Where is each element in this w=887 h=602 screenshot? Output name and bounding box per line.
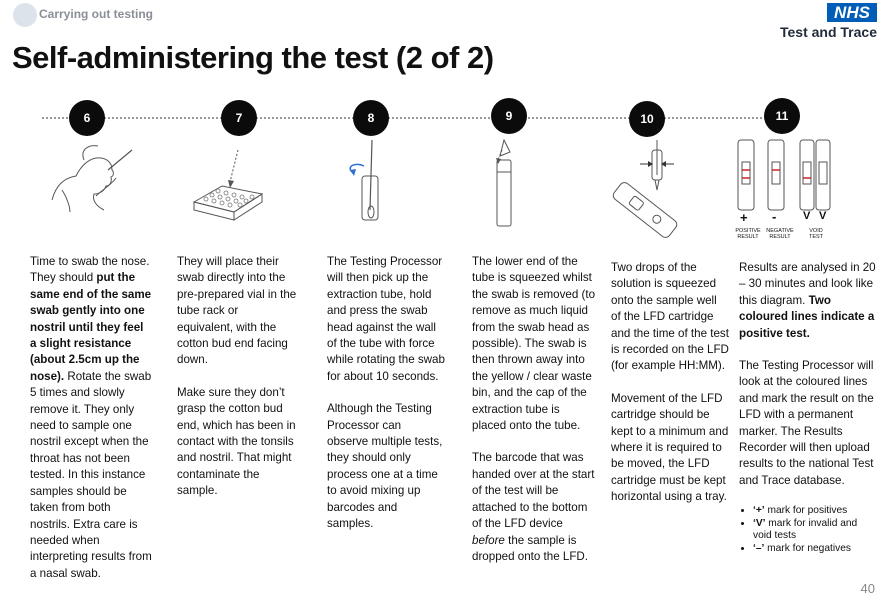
negative-result-label: NEGATIVE RESULT	[766, 228, 794, 240]
step-11-circle: 11	[764, 98, 800, 134]
page-title: Self-administering the test (2 of 2)	[12, 40, 494, 75]
swab-nose-illustration	[52, 146, 132, 212]
positive-mark: +	[740, 210, 748, 225]
nhs-logo: NHS	[827, 3, 877, 22]
step-10-text	[611, 260, 729, 522]
list-item: • ‘–’ mark for negatives	[753, 543, 877, 555]
step-11-para-2: The Testing Processor will look at the coloured lines and mark the result on the LFD with a permanent marker. The Results Recorder will then upload results to the national Test and Trace database.	[739, 359, 874, 487]
void-cartridge-2	[816, 140, 830, 210]
result-cartridges-illustration	[738, 140, 830, 210]
step-9-circle: 9	[491, 98, 527, 134]
list-item: • ‘V’ mark for invalid and void tests	[753, 518, 877, 542]
step-9-text	[472, 254, 596, 581]
step-7-para-2: Make sure they don’t grasp the cotton bud end, which has been in contact with the tonsils and nostril. That might contaminate the sample.	[177, 385, 296, 498]
lfd-dropper-illustration	[611, 140, 678, 239]
step-8-para-2: Although the Testing Processor can observe multiple tests, they should only process one at a time to avoid mixing up barcodes and samples.	[327, 402, 443, 531]
negative-cartridge	[768, 140, 784, 210]
positive-result-label: POSITIVE RESULT	[735, 228, 761, 240]
step-6-circle: 6	[69, 100, 105, 136]
capped-tube-illustration	[496, 140, 511, 226]
extraction-tube-swab-illustration	[350, 140, 378, 220]
step-9-para-2: The barcode that was handed over at the start of the test will be attached to the bottom of the LFD device before the sample is dropped onto the LFD.	[472, 451, 595, 563]
step-8-para-1: The Testing Processor will then pick up the extraction tube, hold and press the swab head against the wall of the tube with force while rotating the swab for about 10 seconds.	[327, 255, 445, 383]
page-number: 40	[860, 581, 875, 596]
step-11-text	[739, 260, 877, 556]
step-8-circle: 8	[353, 100, 389, 136]
timeline-diagram	[0, 0, 887, 250]
step-11-para-1: Results are analysed in 20 – 30 minutes and look like this diagram. Two coloured lines indicate a positive test.	[739, 261, 876, 340]
step-9-para-1: The lower end of the tube is squeezed whilst the swab is removed (to remove as much liquid from the swab head as possible). The swab is then thrown away into the yellow / clear waste bin, and the cap of the extraction tube is placed onto the tube.	[472, 255, 596, 433]
step-7-text	[177, 254, 297, 516]
void-mark-2: V	[819, 210, 827, 222]
negative-mark: -	[772, 209, 777, 224]
void-cartridge-1	[800, 140, 814, 210]
step-10-para-2: Movement of the LFD cartridge should be kept to a minimum and where it is required to be moved, the LFD cartridge must be kept horizontal using a tray.	[611, 391, 729, 504]
void-mark-1: V	[803, 210, 811, 222]
step-7-para-1: They will place their swab directly into the pre-prepared vial in the tube rack or equivalent, with the cotton bud end facing down.	[177, 255, 297, 367]
list-item: • ‘+’ mark for positives	[753, 505, 877, 517]
positive-cartridge	[738, 140, 754, 210]
step-8-text	[327, 254, 445, 549]
section-label: Carrying out testing	[39, 7, 154, 21]
step-7-circle: 7	[221, 100, 257, 136]
step-10-para-1: Two drops of the solution is squeezed onto the sample well of the LFD cartridge and the time of the test is recorded on the LFD (for example HH:MM).	[611, 261, 729, 373]
tube-rack-illustration	[194, 150, 262, 220]
void-test-label: VOID TEST	[808, 228, 824, 240]
result-marks-list	[739, 505, 877, 555]
step-10-circle: 10	[629, 101, 665, 137]
nhs-subtitle: Test and Trace	[779, 24, 877, 40]
step-6-text: Time to swab the nose. They should put the same end of the same swab gently into one nostril until they feel a slight resistance (about 2.5cm up the nose). Rotate the swab 5 times and slowly remove it. They only need to sample one nostril except when the throat has not been tested. In this instance samples should be taken from both nostrils. Extra care is needed when interpreting results from a nasal swab.	[30, 255, 152, 580]
